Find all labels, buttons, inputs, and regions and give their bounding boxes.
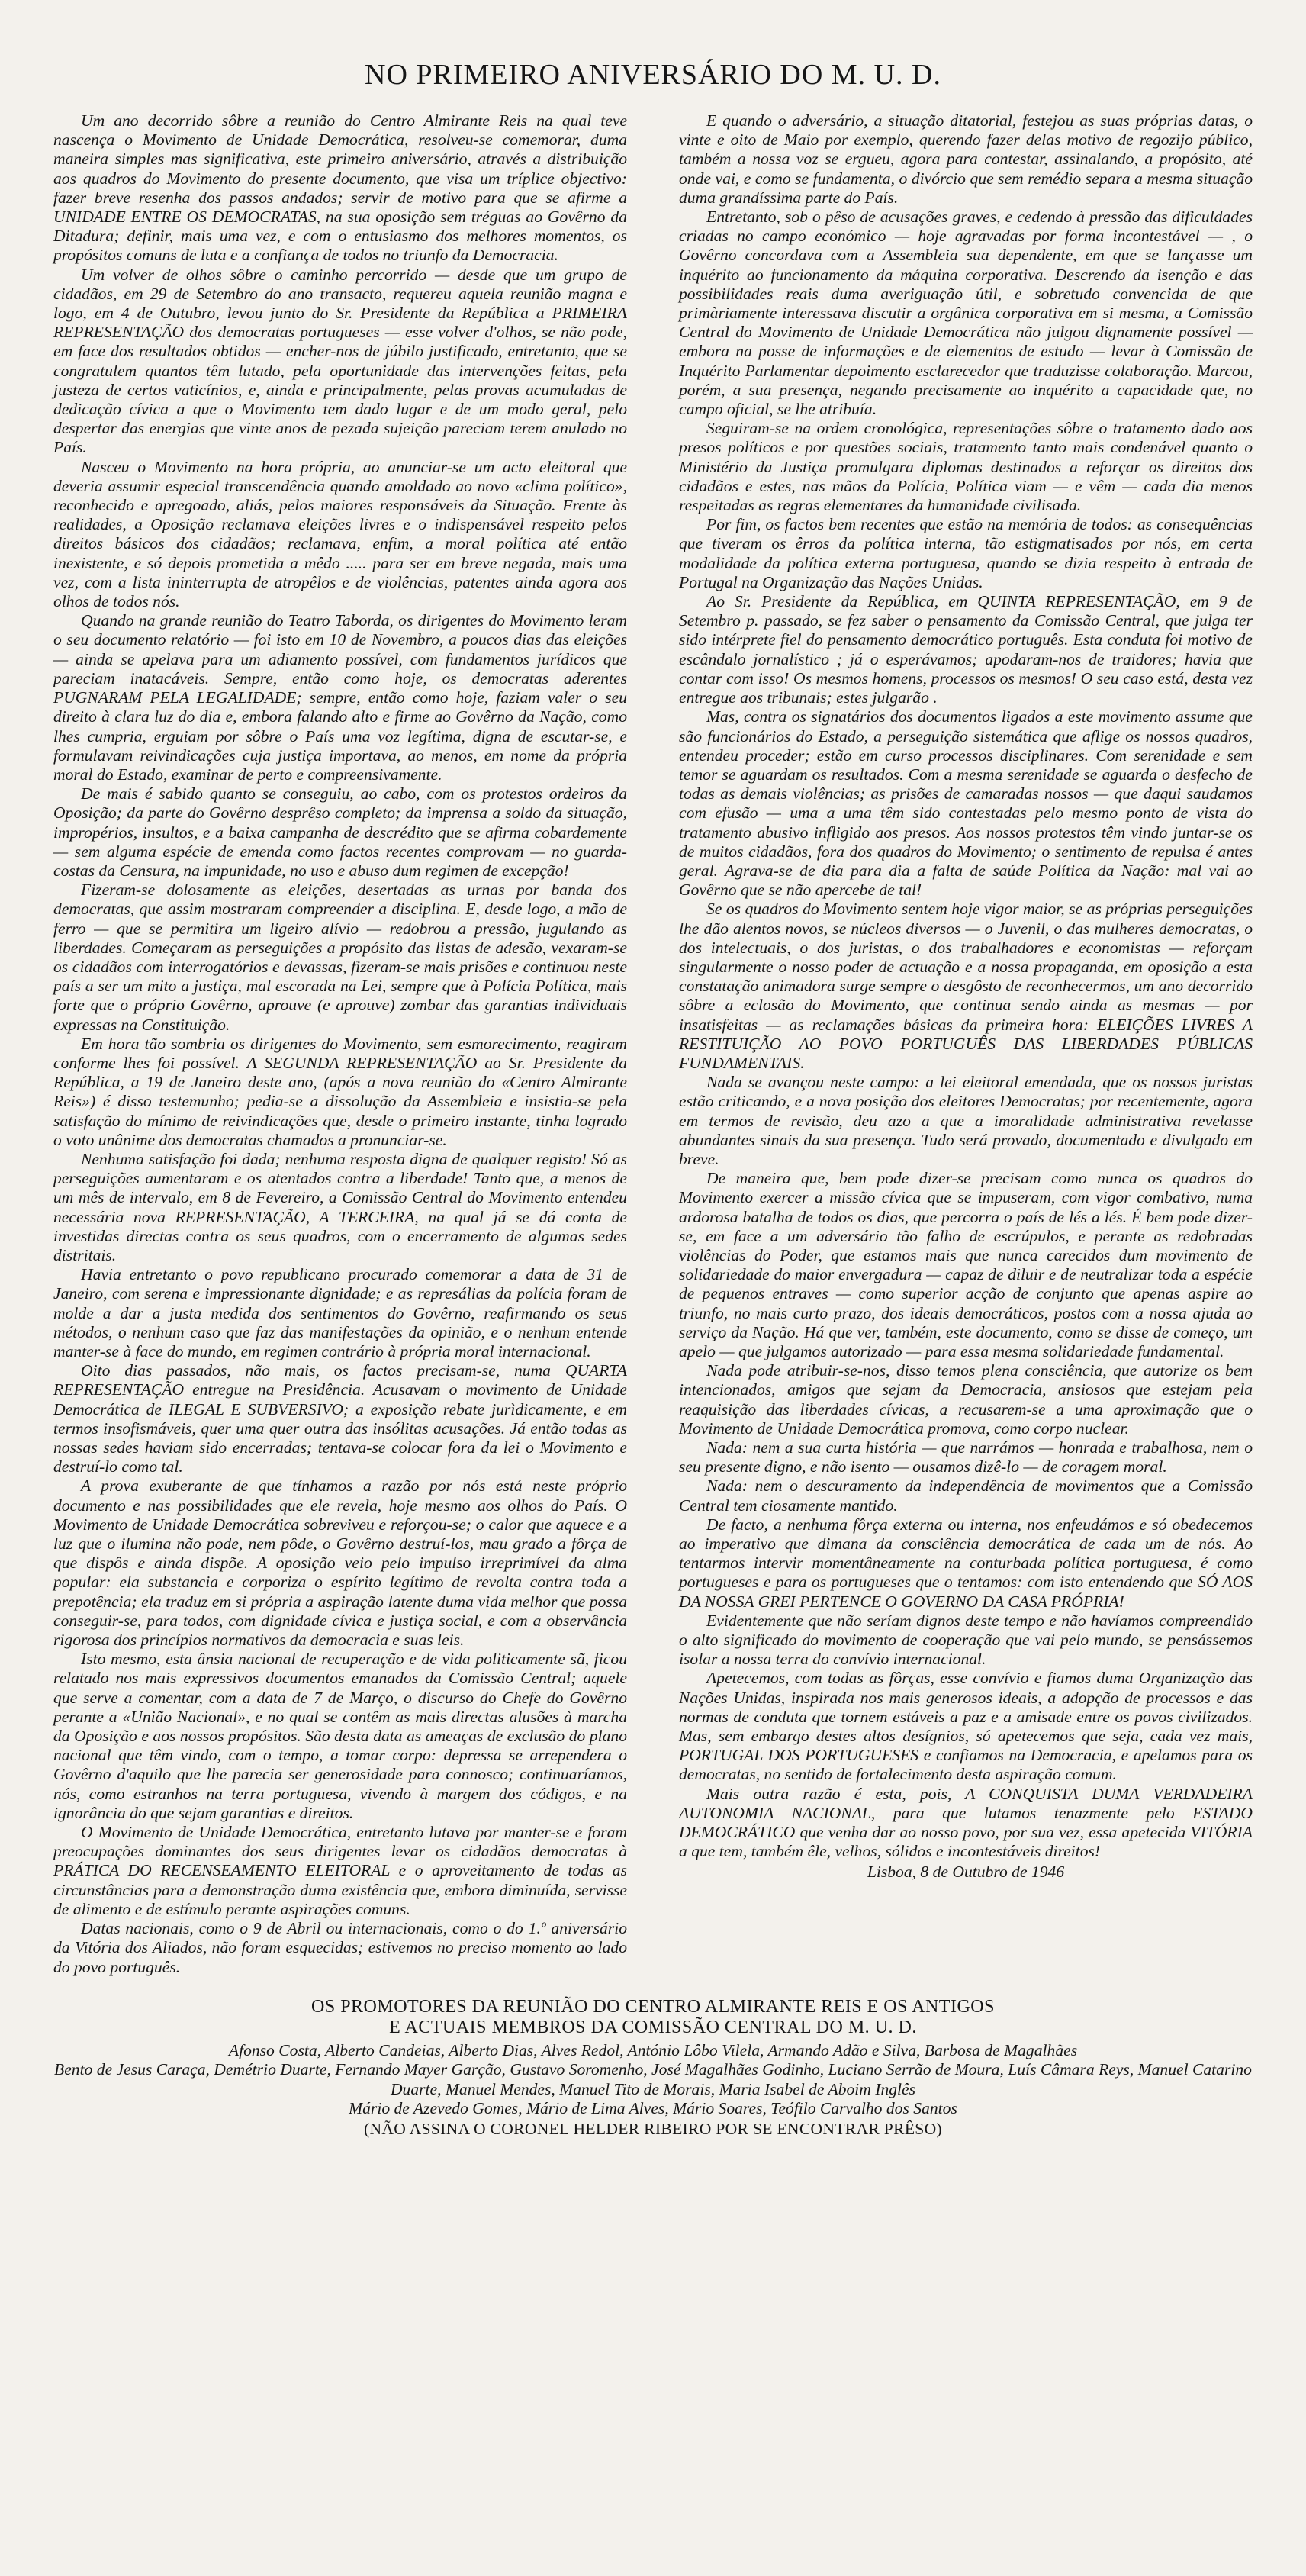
signers-names-line-3: Mário de Azevedo Gomes, Mário de Lima Alves, Mário Soares, Teófilo Carvalho dos Santos xyxy=(349,2099,957,2118)
right-column xyxy=(679,111,1253,1977)
article-paragraph: Mas, contra os signatários dos documentos ligados a este movimento assume que são funcionários do Estado, a perseguição sistemática que aflige os nossos quadros, entendeu proceder; estão em curso processos disciplinares. Com serenidade e sem temor se aguardam os resultados. Com a mesma serenidade se aguarda o desfecho de todas as demais violências; as prisões de camaradas nossos — que daqui saudamos com efusão — uma a uma têm sido contestadas pelo mesmo ponto de vista do tratamento abusivo infligido aos presos. Aos nossos protestos têm vindo juntar-se os de muitos cidadãos, fora dos quadros do Movimento; o sentimento de repulsa é antes geral. Agrava-se de dia para dia a falta de saúde Política da Nação: mal vai ao Govêrno que se não apercebe de tal! xyxy=(679,707,1253,900)
article-paragraph: Mais outra razão é esta, pois, A CONQUISTA DUMA VERDADEIRA AUTONOMIA NACIONAL, para que lutamos tenazmente pelo ESTADO DEMOCRÁTICO que venha dar ao nosso povo, por sua vez, essa apetecida VITÓRIA a que tem, também êle, velhos, sólidos e incontestáveis direitos! xyxy=(679,1784,1253,1861)
signers-title-line-1: OS PROMOTORES DA REUNIÃO DO CENTRO ALMIRANTE REIS E OS ANTIGOS xyxy=(311,1996,995,2017)
article-paragraph: O Movimento de Unidade Democrática, entretanto lutava por manter-se e foram preocupações dominantes dos seus dirigentes levar os cidadãos democratas à PRÁTICA DO RECENSEAMENTO ELEITORAL e o aproveitamento de todas as circunstâncias para a demonstração duma existência que, embora diminuída, servisse de alimento e de estímulo perante aspirações comuns. xyxy=(53,1823,627,1918)
signers-note: (NÃO ASSINA O CORONEL HELDER RIBEIRO POR SE ENCONTRAR PRÊSO) xyxy=(363,2119,943,2138)
article-paragraph: De mais é sabido quanto se conseguiu, ao cabo, com os protestos ordeiros da Oposição; da parte do Govêrno desprêso completo; da imprensa a soldo da situação, impropérios, insultos, e a baixa campanha de descrédito que se afirma cobardemente — sem alguma espécie de emenda como factos recentes comprovam — no guarda-costas da Censura, na impunidade, no uso e abuso dum regimen de excepção! xyxy=(53,784,627,880)
left-column xyxy=(53,111,627,1977)
signers-title-line-2: E ACTUAIS MEMBROS DA COMISSÃO CENTRAL DO M. U. D. xyxy=(389,2017,917,2037)
article-paragraph: De maneira que, bem pode dizer-se precisam como nunca os quadros do Movimento exercer a missão cívica que se impuseram, com vigor combativo, numa ardorosa batalha de todos os dias, que percorra o país de lés a lés. É bem pode dizer-se, em face a um adversário tão falho de escrúpulos, e perante as redobradas violências do Poder, que estamos mais que nunca carecidos dum movimento de solidariedade do maior envergadura — capaz de diluir e de neutralizar toda a espécie de pequenos entraves — como superior acção de conjunto que apenas aspire ao triunfo, no mais curto prazo, dos ideais democráticos, postos com a nossa ajuda ao serviço da Nação. Há que ver, também, este documento, como se disse de começo, um apelo — que julgamos autorizado — para essa mesma solidariedade fundamental. xyxy=(679,1169,1253,1360)
article-paragraph: Em hora tão sombria os dirigentes do Movimento, sem esmorecimento, reagiram conforme lhes foi possível. A SEGUNDA REPRESENTAÇÃO ao Sr. Presidente da República, a 19 de Janeiro deste ano, (após a nova reunião do «Centro Almirante Reis») é disso testemunho; pedia-se a dissolução da Assembleia e insistia-se pela satisfação do mínimo de reivindicações que, desde o primeiro instante, tinha logrado o voto unânime dos democratas chamados a pronunciar-se. xyxy=(53,1034,627,1149)
article-paragraph: Datas nacionais, como o 9 de Abril ou internacionais, como o do 1.º aniversário da Vitória dos Aliados, não foram esquecidas; estivemos no preciso momento ao lado do povo português. xyxy=(53,1919,627,1976)
article-paragraph: Nada: nem a sua curta história — que narrámos — honrada e trabalhosa, nem o seu presente digno, e não isento — ousamos dizê-lo — de coragem moral. xyxy=(679,1438,1253,1476)
article-paragraph: Por fim, os factos bem recentes que estão na memória de todos: as consequências que tiveram os êrros da política interna, tão estigmatisados por nós, em certa modalidade da política externa portuguesa, quando se dizia respeito à entrada de Portugal na Organização das Nações Unidas. xyxy=(679,515,1253,591)
article-paragraph: Seguiram-se na ordem cronológica, representações sôbre o tratamento dado aos presos políticos e por questões sociais, tratamento tanto mais condenável quanto o Ministério da Justiça promulgara diplomas destinados a reforçar os direitos dos cidadãos e estes, nas mãos da Polícia, Política viam — e vêm — cada dia menos respeitadas as regras elementares da humanidade civilisada. xyxy=(679,419,1253,515)
article-paragraph: De facto, a nenhuma fôrça externa ou interna, nos enfeudámos e só obedecemos ao imperativo que dimana da consciência democrática de cada um de nós. Ao tentarmos intervir momentâneamente na conturbada política portuguesa, é como portugueses e para os portugueses que o tentamos: com isto entendendo que SÓ AOS DA NOSSA GREI PERTENCE O GOVERNO DA CASA PRÓPRIA! xyxy=(679,1515,1253,1611)
article-paragraph: Um ano decorrido sôbre a reunião do Centro Almirante Reis na qual teve nascença o Movimento de Unidade Democrática, resolveu-se comemorar, duma maneira simples mas significativa, este primeiro aniversário, através a distribuição aos quadros do Movimento do presente documento, que visa um tríplice objectivo: fazer breve resenha dos passos andados; servir de motivo para que se afirme a UNIDADE ENTRE OS DEMOCRATAS, na sua oposição sem tréguas ao Govêrno da Ditadura; definir, mais uma vez, e com o entusiasmo dos melhores momentos, os propósitos comuns de luta e a confiança de todos no triunfo da Democracia. xyxy=(53,111,627,265)
place-date: Lisboa, 8 de Outubro de 1946 xyxy=(867,1863,1065,1882)
signers-names-line-1: Afonso Costa, Alberto Candeias, Alberto Dias, Alves Redol, António Lôbo Vilela, Armando Adão e Silva, Barbosa de Magalhães xyxy=(228,2040,1078,2059)
article-columns xyxy=(53,111,1253,1977)
article-paragraph: A prova exuberante de que tínhamos a razão por nós está neste próprio documento e nas possibilidades que ele revela, hoje mesmo aos olhos do País. O Movimento de Unidade Democrática sobreviveu e reforçou-se; o calor que aquece e a luz que o ilumina não pode, nem pôde, o Govêrno destruí-los, mau grado a fôrça de que dispôs e ainda dispõe. A oposição veio pelo impulso irreprimível da alma popular: ela substancia e corporiza o espírito legítimo de revolta contra toda a prepotência; ela traduz em si própria a aspiração latente duma vida melhor que possa conseguir-se, para todos, com dignidade cívica e justiça social, e com a observância rigorosa dos princípios normativos da democracia e suas leis. xyxy=(53,1476,627,1650)
article-paragraph: Apetecemos, com todas as fôrças, esse convívio e fiamos duma Organização das Nações Unidas, inspirada nos mais generosos ideais, a adopção de processos e das normas de conduta que tornem estáveis a paz e a amisade entre os povos civilizados. Mas, sem embargo destes altos desígnios, só apetecemos que seja, cada vez mais, PORTUGAL DOS PORTUGUESES e confiamos na Democracia, e apelamos para os democratas, no sentido de fortalecimento desta aspiração comum. xyxy=(679,1669,1253,1784)
article-paragraph: Se os quadros do Movimento sentem hoje vigor maior, se as próprias perseguições lhe dão alentos novos, se núcleos diversos — o Juvenil, o das mulheres democratas, o dos intelectuais, o dos juristas, o dos trabalhadores e economistas — reforçam singularmente o nosso poder de actuação e a nossa propaganda, em oposição a esta constatação animadora surge sempre o desgôsto de reconhecermos, um ano decorrido sôbre a eclosão do Movimento, que continua sendo ainda as mesmas — por insatisfeitas — as reclamações básicas da primeira hora: ELEIÇÕES LIVRES A RESTITUIÇÃO AO POVO PORTUGUÊS DAS LIBERDADES PÚBLICAS FUNDAMENTAIS. xyxy=(679,900,1253,1072)
signers-block xyxy=(53,1997,1253,2139)
article-paragraph: Um volver de olhos sôbre o caminho percorrido — desde que um grupo de cidadãos, em 29 de Setembro do ano transacto, requereu aquela reunião magna e logo, em 4 de Outubro, levou junto do Sr. Presidente da República a PRIMEIRA REPRESENTAÇÃO dos democratas portugueses — esse volver d'olhos, se não pode, em face dos resultados obtidos — encher-nos de júbilo justificado, entretanto, que se congratulem quantos têm lutado, pela oportunidade das intervenções feitas, pela justeza de certos vaticínios, e, ainda e principalmente, pelas provas acumuladas de dedicação cívica a que o Movimento tem dado lugar e de um modo geral, pelo despertar das energias que vinte anos de pezada sujeição pareciam terem anulado no País. xyxy=(53,265,627,457)
article-paragraph: Nada pode atribuir-se-nos, disso temos plena consciência, que autorize os bem intencionados, amigos que sejam da Democracia, ansiosos que estejam pela reaquisição das liberdades cívicas, a recusarem-se a uma aproximação que o Movimento de Unidade Democrática promova, como corpo nuclear. xyxy=(679,1361,1253,1438)
signers-names-line-2: Bento de Jesus Caraça, Demétrio Duarte, Fernando Mayer Garção, Gustavo Soromenho, José Magalhães Godinho, Luciano Serrão de Moura, Luís Câmara Reys, Manuel Catarino Duarte, Manuel Mendes, Manuel Tito de Morais, Maria Isabel de Aboim Inglês xyxy=(54,2060,1252,2098)
article-paragraph: Evidentemente que não seríam dignos deste tempo e não havíamos compreendido o alto significado do movimento de cooperação que vai pelo mundo, se pensássemos isolar a nossa terra do convívio internacional. xyxy=(679,1611,1253,1669)
page-title: NO PRIMEIRO ANIVERSÁRIO DO M. U. D. xyxy=(365,59,941,91)
article-paragraph: Fizeram-se dolosamente as eleições, desertadas as urnas por banda dos democratas, que assim mostraram compreender a disciplina. E, desde logo, a mão de ferro — que se permitira um ligeiro alívio — redobrou a pressão, jugulando as liberdades. Começaram as perseguições a propósito das listas de adesão, vexaram-se os cidadãos com interrogatórios e devassas, fizeram-se mais prisões e continuou neste país a ser um mito a justiça, mal escorada na Lei, sempre que à Polícia Política, mais forte que o próprio Govêrno, aprouve (e aprouve) zombar das garantias individuais expressas na Constituição. xyxy=(53,881,627,1034)
article-paragraph: Oito dias passados, não mais, os factos precisam-se, numa QUARTA REPRESENTAÇÃO entregue na Presidência. Acusavam o movimento de Unidade Democrática de ILEGAL E SUBVERSIVO; a exposição rebate jurìdicamente, e em termos insofismáveis, quer uma quer outra das insólitas acusações. Já então todas as nossas sedes haviam sido encerradas; tentava-se colocar fora da lei o Movimento e destruí-lo como tal. xyxy=(53,1361,627,1476)
article-paragraph: Entretanto, sob o pêso de acusações graves, e cedendo à pressão das dificuldades criadas no campo económico — hoje agravadas por forma incontestável — , o Govêrno concordava com a Assembleia sua dependente, em que se lançasse um inquérito ao funcionamento da máquina corporativa. Descrendo da isenção e das possibilidades reais duma averiguação útil, e sobretudo convencida de que primàriamente interessava discutir a orgânica corporativa em si mesma, a Comissão Central do Movimento de Unidade Democrática não julgou dignamente possível — embora na posse de informações e de elementos de estudo — levar à Comissão de Inquérito Parlamentar depoimento esclarecedor que traduzisse colaboração. Marcou, porém, a sua presença, negando precisamente ao inquérito a capacidade que, no campo oficial, se lhe atribuía. xyxy=(679,208,1253,419)
article-paragraph: Ao Sr. Presidente da República, em QUINTA REPRESENTAÇÃO, em 9 de Setembro p. passado, se fez saber o pensamento da Comissão Central, que julga ter sido intérprete fiel do pensamento democrático português. Esta conduta foi motivo de escândalo jornalístico ; já o esperávamos; apodaram-nos de traidores; havia que contar com isso! Os mesmos homens, processos os mesmos! O seu caso está, desta vez entregue aos tribunais; estes julgarão . xyxy=(679,592,1253,707)
article-paragraph: Nasceu o Movimento na hora própria, ao anunciar-se um acto eleitoral que deveria assumir especial transcendência quando amoldado ao novo «clima político», reconhecido e apregoado, aliás, pelos maiores responsáveis da Situação. Frente às realidades, a Oposição reclamava eleições livres e o indispensável respeito pelos direitos básicos dos cidadãos; reclamava, enfim, a moral política até então inexistente, e só depois prometida a mêdo ..... para ser em breve negada, mais uma vez, com a lista ininterrupta de atropêlos e de violências, patentes ainda agora aos olhos de todos nós. xyxy=(53,457,627,611)
article-paragraph: E quando o adversário, a situação ditatorial, festejou as suas próprias datas, o vinte e oito de Maio por exemplo, querendo fazer delas motivo de regozijo público, também a nossa voz se ergueu, agora para contestar, assinalando, a propósito, até onde vai, e como se fundamenta, o divórcio que sem remédio separa a mesma situação duma grandíssima parte do País. xyxy=(679,111,1253,207)
article-paragraph: Quando na grande reunião do Teatro Taborda, os dirigentes do Movimento leram o seu documento relatório — foi isto em 10 de Novembro, a poucos dias das eleições — ainda se apelava para um adiamento possível, com fundamentos jurídicos que pareciam inatacáveis. Sempre, então como hoje, os democratas aderentes PUGNARAM PELA LEGALIDADE; sempre, então como hoje, faziam valer o seu direito à clara luz do dia e, embora falando alto e firme ao Govêrno da Nação, como lhes cumpria, erguiam por sôbre o País uma voz legítima, digna de escutar-se, e formulavam reivindicações cuja justiça importava, ao menos, em nome da própria moral do Estado, examinar de perto e compreensivamente. xyxy=(53,611,627,784)
article-paragraph: Nenhuma satisfação foi dada; nenhuma resposta digna de qualquer registo! Só as perseguições aumentaram e os atentados contra a liberdade! Tanto que, a menos de um mês de intervalo, em 8 de Fevereiro, a Comissão Central do Movimento entendeu necessária nova REPRESENTAÇÃO, A TERCEIRA, na qual já se dá conta de investidas directas contra os seus quadros, com o encerramento de algumas sedes distritais. xyxy=(53,1149,627,1264)
article-paragraph: Nada se avançou neste campo: a lei eleitoral emendada, que os nossos juristas estão criticando, e a nova posição dos eleitores Democratas; por recentemente, agora em termos de revisão, deu azo a que a imoralidade administrativa revelasse abundantes sinais da sua presença. Tudo será provado, documentado e divulgado em breve. xyxy=(679,1073,1253,1168)
article-paragraph: Isto mesmo, esta ânsia nacional de recuperação e de vida politicamente sã, ficou relatado nos mais expressivos documentos emanados da Comissão Central; aquele que serve a comentar, com a data de 7 de Março, o discurso do Chefe do Govêrno perante a «União Nacional», e no qual se contêm as mais directas alusões à marcha da Oposição e aos nossos propósitos. São desta data as ameaças de exclusão do plano nacional que têm vindo, com o tempo, a tomar corpo: depressa se arrependera o Govêrno d'aquilo que lhe parecia ser generosidade para connosco; continuaríamos, nós, como estranhos na terra portuguesa, vivendo à margem dos códigos, e na ignorância do que sejam garantias e direitos. xyxy=(53,1650,627,1822)
article-paragraph: Havia entretanto o povo republicano procurado comemorar a data de 31 de Janeiro, com serena e impressionante dignidade; e as represálias da polícia foram de molde a dar a justa medida dos sentimentos do Govêrno, reafirmando os seus métodos, o nenhum caso que faz das manifestações da opinião, e o nenhum entende manter-se à face do mundo, em regimen contrário à própria moral internacional. xyxy=(53,1265,627,1360)
signers-names xyxy=(53,2041,1253,2119)
article-paragraph: Nada: nem o descuramento da independência de movimentos que a Comissão Central tem ciosamente mantido. xyxy=(679,1476,1253,1515)
